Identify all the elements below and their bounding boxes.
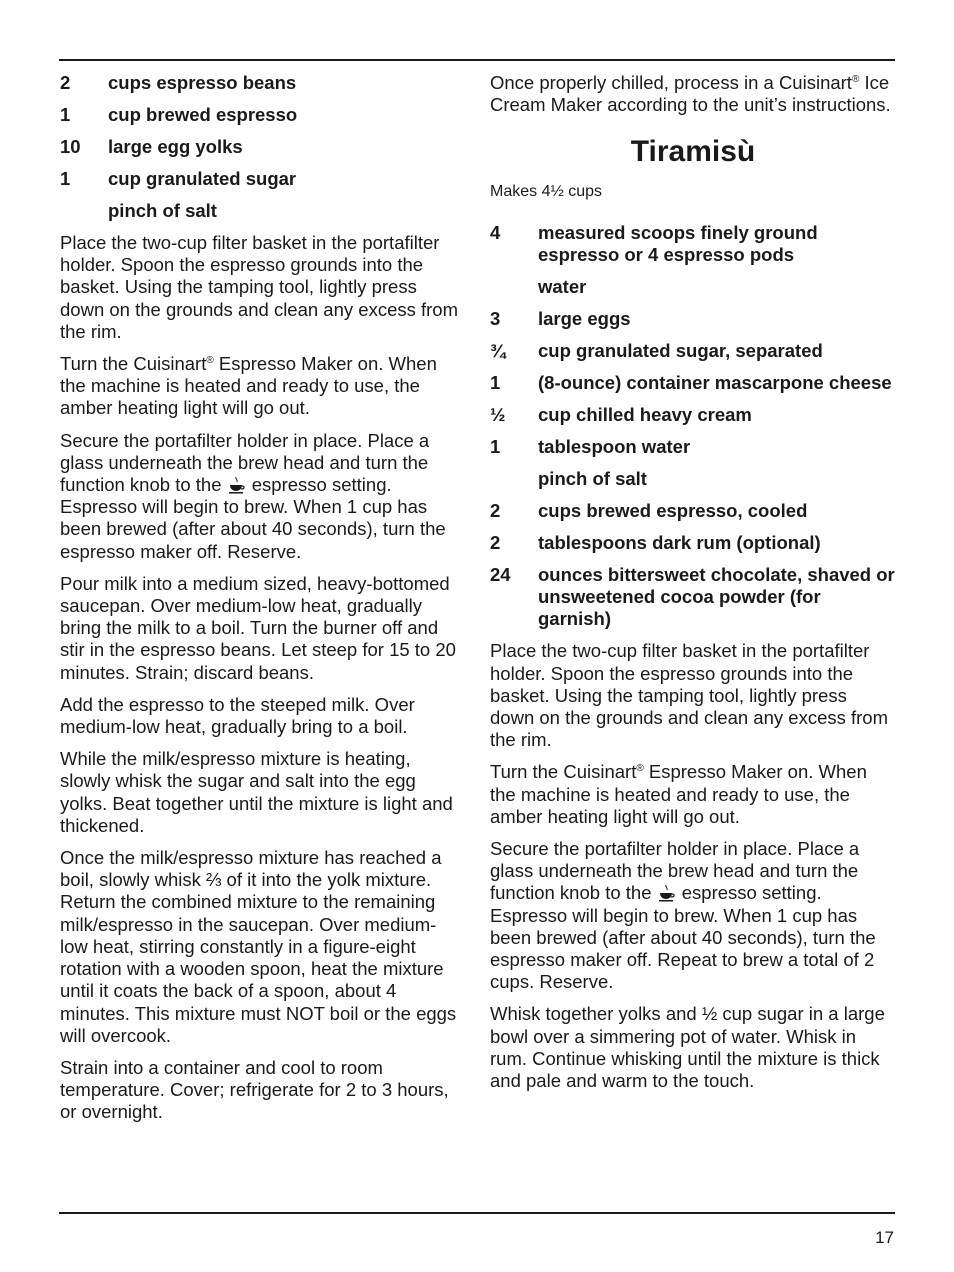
instruction-paragraph bbox=[490, 761, 896, 828]
ingredient-text: cups brewed espresso, cooled bbox=[538, 500, 808, 522]
ingredient-text: pinch of salt bbox=[538, 468, 647, 490]
ingredient-text: (8-ounce) container mascarpone cheese bbox=[538, 372, 892, 394]
paragraph-text: Turn the Cuisinart bbox=[490, 761, 637, 783]
bottom-rule bbox=[59, 1212, 895, 1214]
espresso-cup-icon bbox=[227, 476, 247, 494]
instruction-paragraph: Place the two-cup filter basket in the portafilter holder. Spoon the espresso grounds into the basket. Using the tamping tool, lightly press down on the grounds and clean any excess from the rim. bbox=[60, 232, 458, 342]
ingredient-row bbox=[490, 372, 896, 394]
ingredient-text: cup brewed espresso bbox=[108, 104, 298, 125]
instruction-paragraph: Whisk together yolks and ½ cup sugar in a large bowl over a simmering pot of water. Whisk in rum. Continue whisking until the mixture is thick and pale and warm to the touch. bbox=[490, 1003, 885, 1092]
ingredient-qty: ¾ bbox=[490, 340, 506, 362]
ingredient-row bbox=[490, 532, 896, 554]
paragraph-text: Turn the Cuisinart bbox=[60, 353, 207, 375]
ingredient-row bbox=[60, 136, 464, 158]
ingredient-qty: 10 bbox=[60, 136, 81, 157]
ingredient-qty: 1 bbox=[490, 436, 501, 458]
ingredient-qty: 3 bbox=[490, 308, 501, 330]
instruction-paragraph bbox=[490, 838, 896, 993]
paragraph-text: espresso setting. Espresso will begin to brew. When 1 cup has been brewed (after about 40 seconds), turn the espresso maker off. Repeat to brew a total of 2 cups. Reserve. bbox=[490, 882, 876, 993]
paragraph-text: Once properly chilled, process in a Cuisinart bbox=[490, 72, 852, 93]
ingredient-text: cup granulated sugar bbox=[108, 168, 297, 189]
instruction-paragraph: While the milk/espresso mixture is heating, slowly whisk the sugar and salt into the egg yolks. Beat together until the mixture is light and thickened. bbox=[60, 748, 453, 836]
paragraph-text: Secure the portafilter holder in place. Place a glass underneath the brew head and turn the function knob to the bbox=[60, 429, 430, 496]
ingredient-row bbox=[490, 468, 896, 490]
paragraph-text: espresso setting. Espresso will begin to brew. When 1 cup has been brewed (after about 40 seconds), turn the espresso maker off. Reserve. bbox=[60, 474, 446, 562]
ingredient-qty: 1 bbox=[60, 168, 71, 189]
ingredient-qty bbox=[490, 468, 538, 490]
ingredient-qty: 1 bbox=[490, 372, 501, 394]
ingredient-text: cup granulated sugar, separated bbox=[538, 340, 823, 362]
ingredient-row bbox=[60, 168, 464, 190]
ingredient-text: water bbox=[538, 276, 587, 298]
instruction-paragraph: Pour milk into a medium sized, heavy-bottomed saucepan. Over medium-low heat, gradually bring the milk to a boil. Turn the burner off and stir in the espresso beans. Let steep for 15 to 20 minutes. Strain; discard beans. bbox=[60, 572, 456, 683]
right-column bbox=[490, 72, 896, 1102]
ingredient-row bbox=[490, 308, 896, 330]
ingredient-text: tablespoons dark rum (optional) bbox=[538, 532, 821, 554]
ingredient-qty: 2 bbox=[490, 532, 501, 554]
instruction-paragraph: Add the espresso to the steeped milk. Over medium-low heat, gradually bring to a boil. bbox=[60, 693, 415, 738]
left-column bbox=[60, 72, 464, 1134]
ingredient-qty bbox=[60, 200, 108, 222]
intro-paragraph bbox=[490, 72, 896, 116]
ingredient-row bbox=[490, 404, 896, 426]
ingredient-row bbox=[490, 222, 896, 266]
ingredient-text: large egg yolks bbox=[108, 136, 243, 157]
ingredient-row bbox=[60, 200, 464, 222]
ingredient-text: large eggs bbox=[538, 308, 631, 330]
ingredient-text: ounces bittersweet chocolate, shaved or unsweetened cocoa powder (for garnish) bbox=[538, 564, 895, 630]
ingredient-row bbox=[490, 436, 896, 458]
instruction-paragraph bbox=[60, 353, 464, 420]
ingredient-row bbox=[490, 340, 896, 362]
ingredient-qty: 4 bbox=[490, 222, 501, 244]
recipe-yield: Makes 4½ cups bbox=[490, 183, 603, 201]
ingredient-qty: 2 bbox=[60, 72, 71, 93]
ingredient-row bbox=[490, 564, 896, 630]
top-rule bbox=[59, 59, 895, 61]
recipe-title: Tiramisù bbox=[630, 135, 756, 169]
ingredient-text: measured scoops finely ground espresso or 4 espresso pods bbox=[538, 222, 818, 266]
instruction-paragraph: Once the milk/espresso mixture has reached a boil, slowly whisk ⅔ of it into the yolk mixture. Return the combined mixture to the remaining milk/espresso in the saucepan. Over medium-low heat, stirring constantly in a figure-eight rotation with a wooden spoon, heat the mixture until it coats the back of a spoon, about 4 minutes. This mixture must NOT boil or the eggs will overcook. bbox=[60, 847, 457, 1046]
instruction-paragraph: Place the two-cup filter basket in the portafilter holder. Spoon the espresso grounds into the basket. Using the tamping tool, lightly press down on the grounds and clean any excess from the rim. bbox=[490, 640, 888, 751]
ingredient-text: pinch of salt bbox=[108, 200, 217, 221]
ingredient-row bbox=[490, 500, 896, 522]
registered-mark: ® bbox=[636, 763, 644, 775]
ingredient-text: cup chilled heavy cream bbox=[538, 404, 752, 426]
ingredient-row bbox=[60, 104, 464, 126]
ingredient-row bbox=[490, 276, 896, 298]
ingredient-text: tablespoon water bbox=[538, 436, 691, 458]
paragraph-text: Espresso Maker on. When the machine is heated and ready to use, the amber heating light will go out. bbox=[60, 353, 437, 419]
registered-mark: ® bbox=[206, 355, 214, 367]
ingredient-qty bbox=[490, 276, 538, 298]
instruction-paragraph: Strain into a container and cool to room temperature. Cover; refrigerate for 2 to 3 hours, or overnight. bbox=[60, 1056, 449, 1123]
page-number: 17 bbox=[875, 1228, 894, 1247]
ingredient-qty: 1 bbox=[60, 104, 71, 125]
espresso-cup-icon bbox=[657, 884, 677, 902]
ingredient-row bbox=[60, 72, 464, 94]
instruction-paragraph bbox=[60, 430, 464, 563]
ingredient-qty: 2 bbox=[490, 500, 501, 522]
paragraph-text: Secure the portafilter holder in place. Place a glass underneath the brew head and turn the function knob to the bbox=[490, 838, 860, 904]
ingredient-text: cups espresso beans bbox=[108, 72, 297, 93]
ingredient-qty: 24 bbox=[490, 564, 511, 586]
paragraph-text: Espresso Maker on. When the machine is heated and ready to use, the amber heating light will go out. bbox=[490, 761, 867, 827]
paragraph-text: Ice Cream Maker according to the unit’s instructions. bbox=[490, 72, 891, 116]
registered-mark: ® bbox=[851, 74, 860, 85]
ingredient-qty: ½ bbox=[490, 404, 506, 426]
